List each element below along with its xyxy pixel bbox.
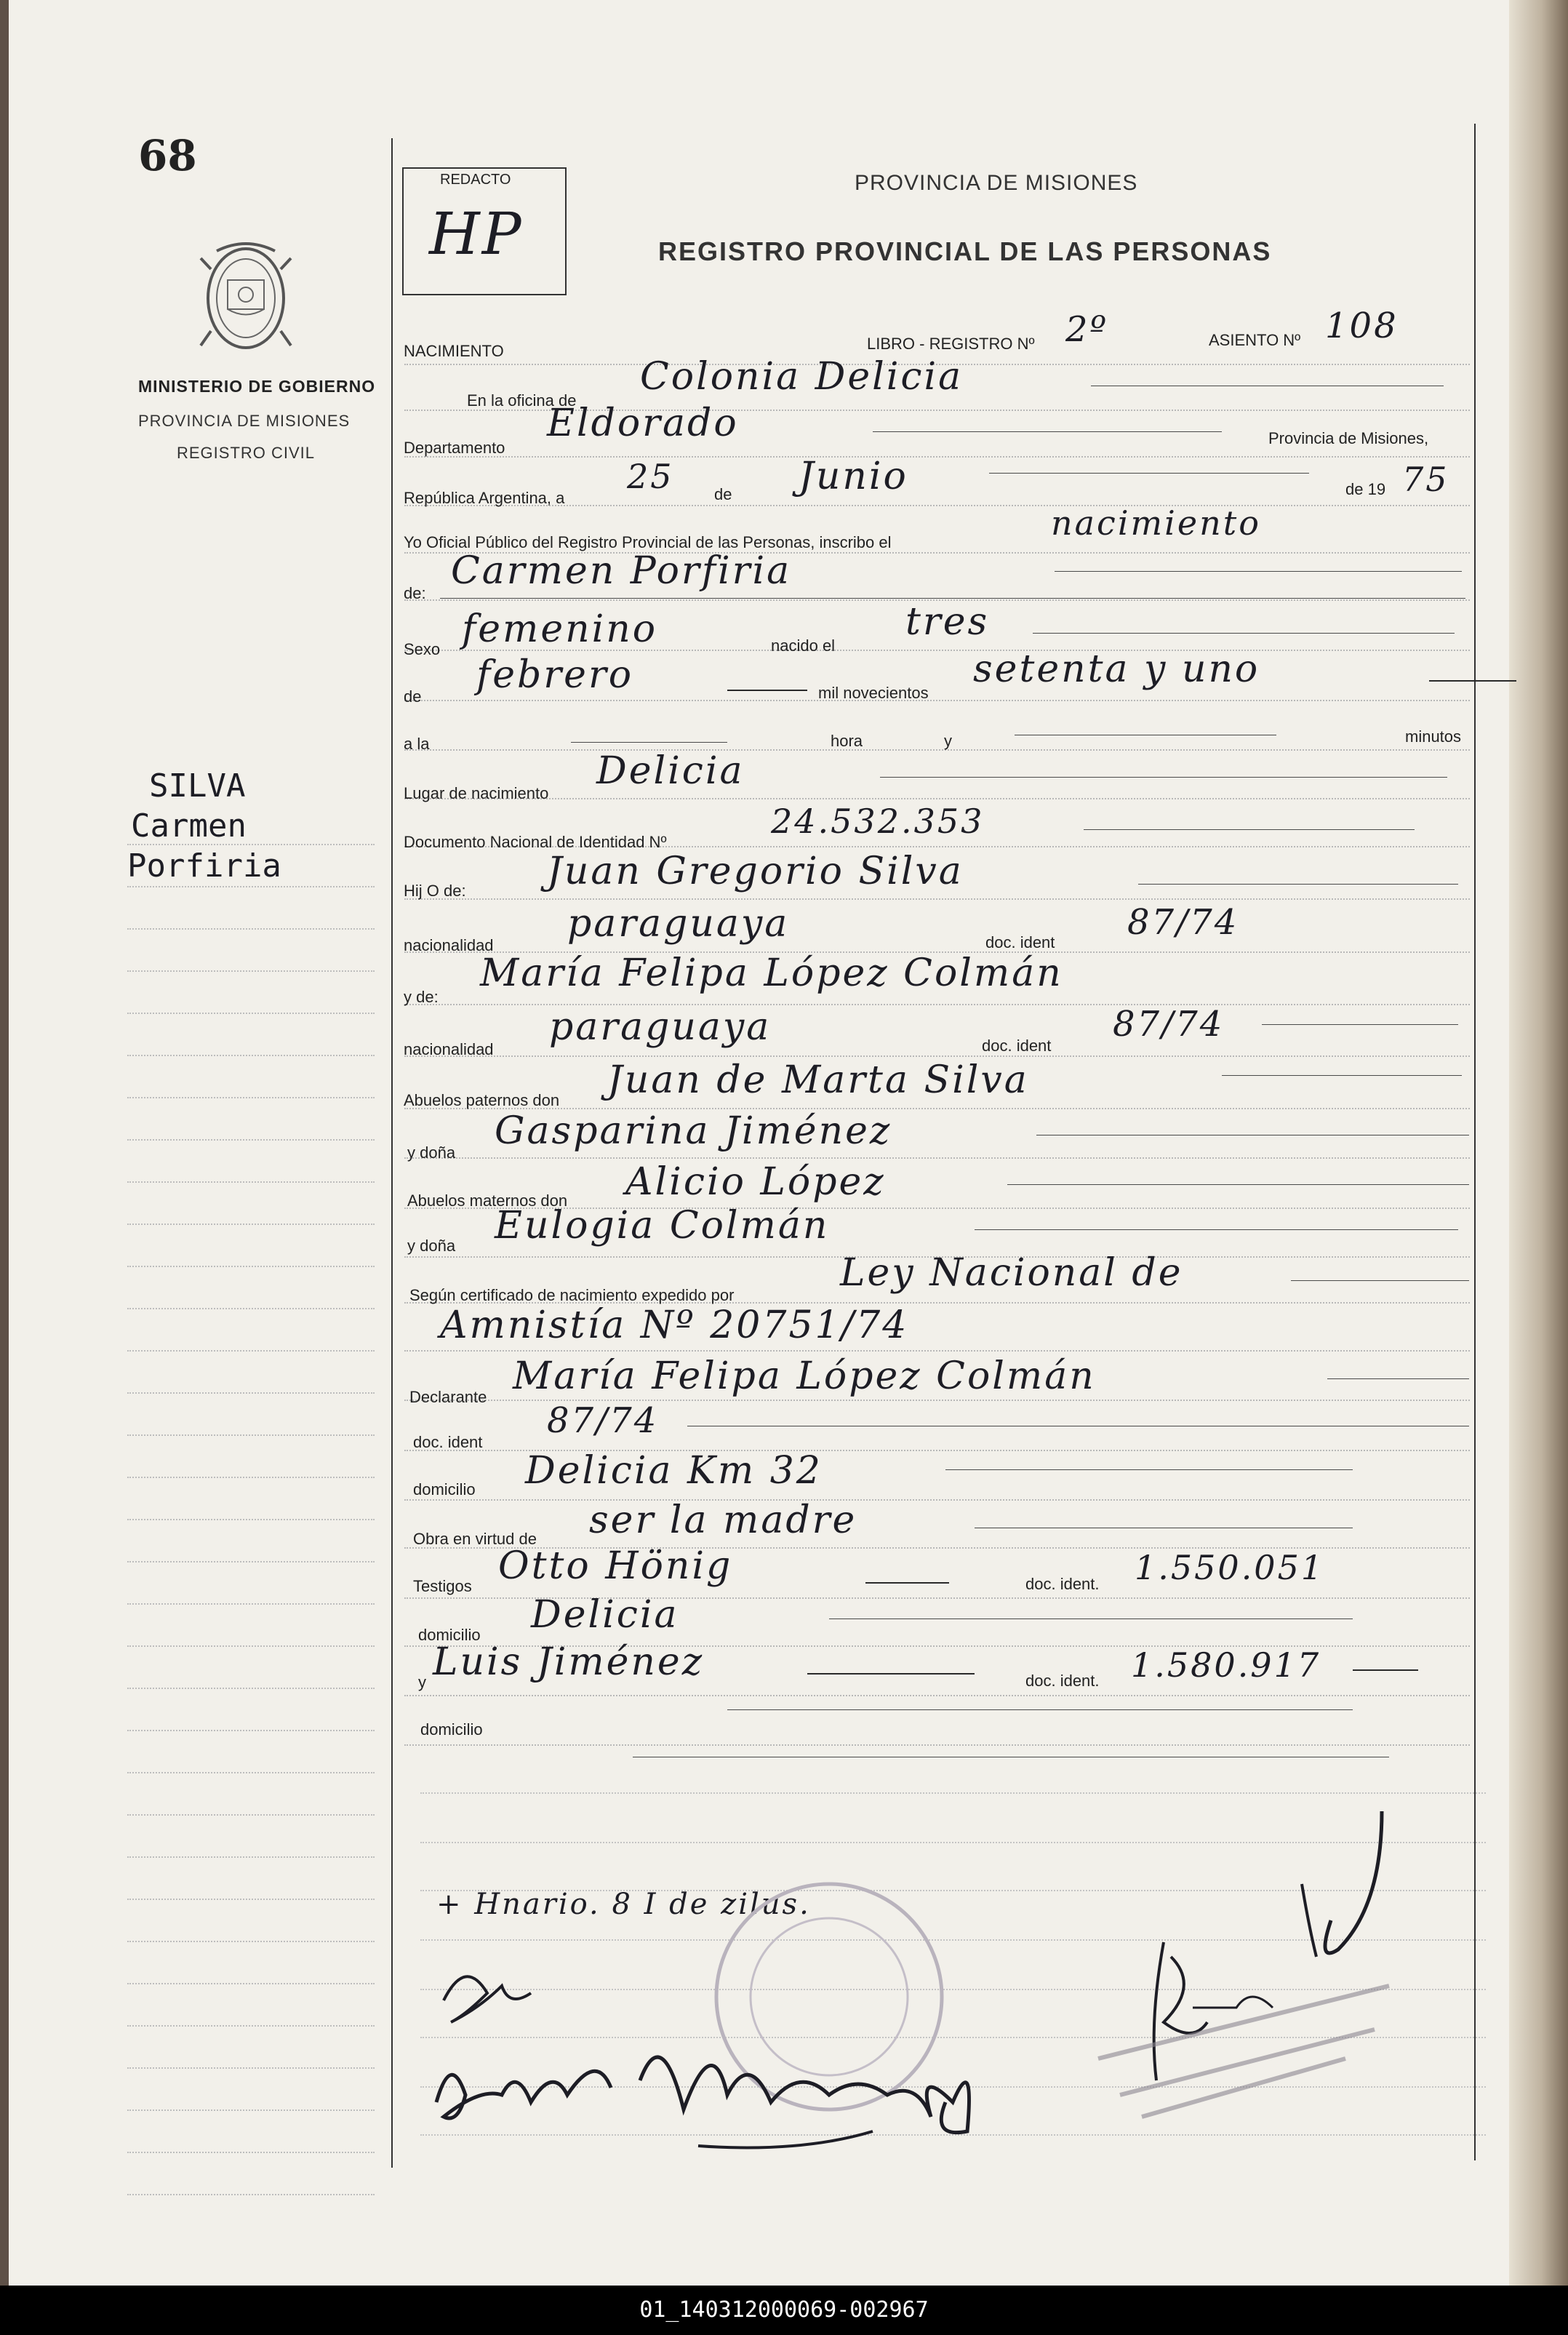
sexo-label: Sexo [404, 640, 441, 658]
ab-pat-label: Abuelos paternos don [404, 1091, 560, 1109]
testigo2-value: Luis Jiménez [433, 1640, 705, 1684]
sexo-value: femenino [462, 607, 658, 651]
republica-label: República Argentina, a [404, 489, 565, 507]
inscribo-value: nacimiento [1051, 503, 1261, 543]
ala-label: a la [404, 735, 430, 753]
margin-note-surname: SILVA [149, 767, 246, 805]
nacionalidad-label-2: nacionalidad [404, 1040, 494, 1058]
nacido-value: tres [905, 600, 990, 644]
docident-label-1: doc. ident [985, 933, 1055, 951]
page-number: 68 [138, 131, 197, 180]
asiento-label: ASIENTO Nº [1209, 331, 1301, 349]
anio-label: de 19 [1345, 480, 1386, 498]
declarante-value: María Felipa López Colmán [513, 1354, 1096, 1398]
mes-value: Junio [799, 455, 908, 498]
footer-code: 01_140312000069-002967 [0, 2286, 1568, 2335]
note-value: + Hnario. 8 I de zilus. [436, 1888, 811, 1921]
nombre-value: Carmen Porfiria [451, 549, 792, 593]
hijo-label: Hij O de: [404, 882, 466, 900]
anio-nac-value: setenta y uno [973, 647, 1260, 691]
ab-pat-dona-value: Gasparina Jiménez [495, 1109, 892, 1153]
docident-label-2: doc. ident [982, 1037, 1052, 1055]
cert-label: Según certificado de nacimiento expedido por [409, 1286, 735, 1304]
domicilio-value: Delicia Km 32 [525, 1449, 823, 1493]
ydona-label-1: y doña [407, 1143, 456, 1162]
right-border [1474, 124, 1476, 2160]
libro-value: 2º [1065, 309, 1109, 350]
margin-note-name1: Carmen [131, 807, 247, 845]
header-province: PROVINCIA DE MISIONES [855, 171, 1138, 195]
oficina-value: Colonia Delicia [640, 355, 964, 399]
margin-note-name2: Porfiria [127, 847, 281, 885]
lugar-value: Delicia [596, 749, 745, 793]
y-label: y [944, 732, 952, 750]
testigo2-doc: 1.580.917 [1131, 1645, 1321, 1685]
left-border [391, 138, 393, 2168]
dni-label: Documento Nacional de Identidad Nº [404, 833, 667, 851]
header-registry: REGISTRO PROVINCIAL DE LAS PERSONAS [658, 236, 1272, 266]
nacionalidad-label-1: nacionalidad [404, 936, 494, 954]
redacto-initials: HP [429, 200, 524, 268]
minutos-label: minutos [1405, 727, 1462, 746]
cert-value-2: Amnistía Nº 20751/74 [440, 1304, 909, 1347]
madre-doc-value: 87/74 [1113, 1004, 1225, 1045]
yde-label: y de: [404, 988, 439, 1006]
asiento-value: 108 [1325, 306, 1399, 346]
testigos-label: Testigos [413, 1577, 472, 1595]
decl-doc-value: 87/74 [547, 1400, 659, 1441]
libro-label: LIBRO - REGISTRO Nº [867, 335, 1035, 353]
redacto-label: REDACTO [440, 172, 511, 188]
signatures-icon [422, 1789, 1455, 2168]
ab-mat-label: Abuelos maternos don [407, 1192, 568, 1210]
testigo1-value: Otto Hönig [498, 1544, 733, 1588]
declarante-label: Declarante [409, 1388, 487, 1406]
mil-label: mil novecientos [818, 684, 929, 702]
nacimiento-label: NACIMIENTO [404, 342, 504, 360]
ministry-title: MINISTERIO DE GOBIERNO [138, 377, 376, 396]
nacido-label: nacido el [771, 636, 836, 655]
departamento-value: Eldorado [547, 402, 739, 445]
testigo1-doc: 1.550.051 [1135, 1548, 1325, 1587]
oficial-label: Yo Oficial Público del Registro Provincial de las Personas, inscribo el [404, 533, 892, 551]
madre-value: María Felipa López Colmán [480, 951, 1063, 995]
obra-label: Obra en virtud de [413, 1530, 537, 1548]
dia-value: 25 [627, 457, 674, 496]
ab-mat-don-value: Alicio López [625, 1160, 886, 1204]
docident2-label-1: doc. ident. [1025, 1575, 1100, 1593]
mes-nac-value: febrero [476, 653, 634, 697]
ministry-province: PROVINCIA DE MISIONES [138, 412, 351, 430]
hora-label: hora [831, 732, 863, 750]
cert-value-1: Ley Nacional de [840, 1251, 1183, 1295]
ydona-label-2: y doña [407, 1237, 456, 1255]
dni-value: 24.532.353 [771, 802, 985, 841]
docident2-label-2: doc. ident. [1025, 1672, 1100, 1690]
provincia-label: Provincia de Misiones, [1268, 429, 1429, 447]
domicilio-label-3: domicilio [420, 1720, 483, 1739]
madre-nac-value: paraguaya [549, 1005, 772, 1049]
domicilio-label-2: domicilio [418, 1626, 481, 1644]
decl-doc-label: doc. ident [413, 1433, 483, 1451]
testigo1-dom-value: Delicia [531, 1593, 679, 1637]
departamento-label: Departamento [404, 439, 505, 457]
book-edge [1509, 0, 1568, 2286]
anio-value: 75 [1402, 460, 1449, 499]
obra-value: ser la madre [589, 1498, 857, 1542]
domicilio-label: domicilio [413, 1480, 476, 1498]
de2-label: de: [404, 584, 426, 602]
y2-label: y [418, 1673, 426, 1691]
padre-value: Juan Gregorio Silva [547, 850, 964, 893]
ab-pat-don-value: Juan de Marta Silva [607, 1058, 1029, 1102]
ab-mat-dona-value: Eulogia Colmán [495, 1204, 830, 1248]
padre-nac-value: paraguaya [567, 902, 790, 946]
padre-doc-value: 87/74 [1127, 902, 1239, 943]
ministry-office: REGISTRO CIVIL [177, 444, 316, 462]
de-label: de [714, 485, 732, 503]
oficina-label: En la oficina de [467, 391, 577, 410]
lugar-label: Lugar de nacimiento [404, 784, 549, 802]
coat-of-arms-icon [195, 236, 297, 360]
de3-label: de [404, 687, 422, 706]
